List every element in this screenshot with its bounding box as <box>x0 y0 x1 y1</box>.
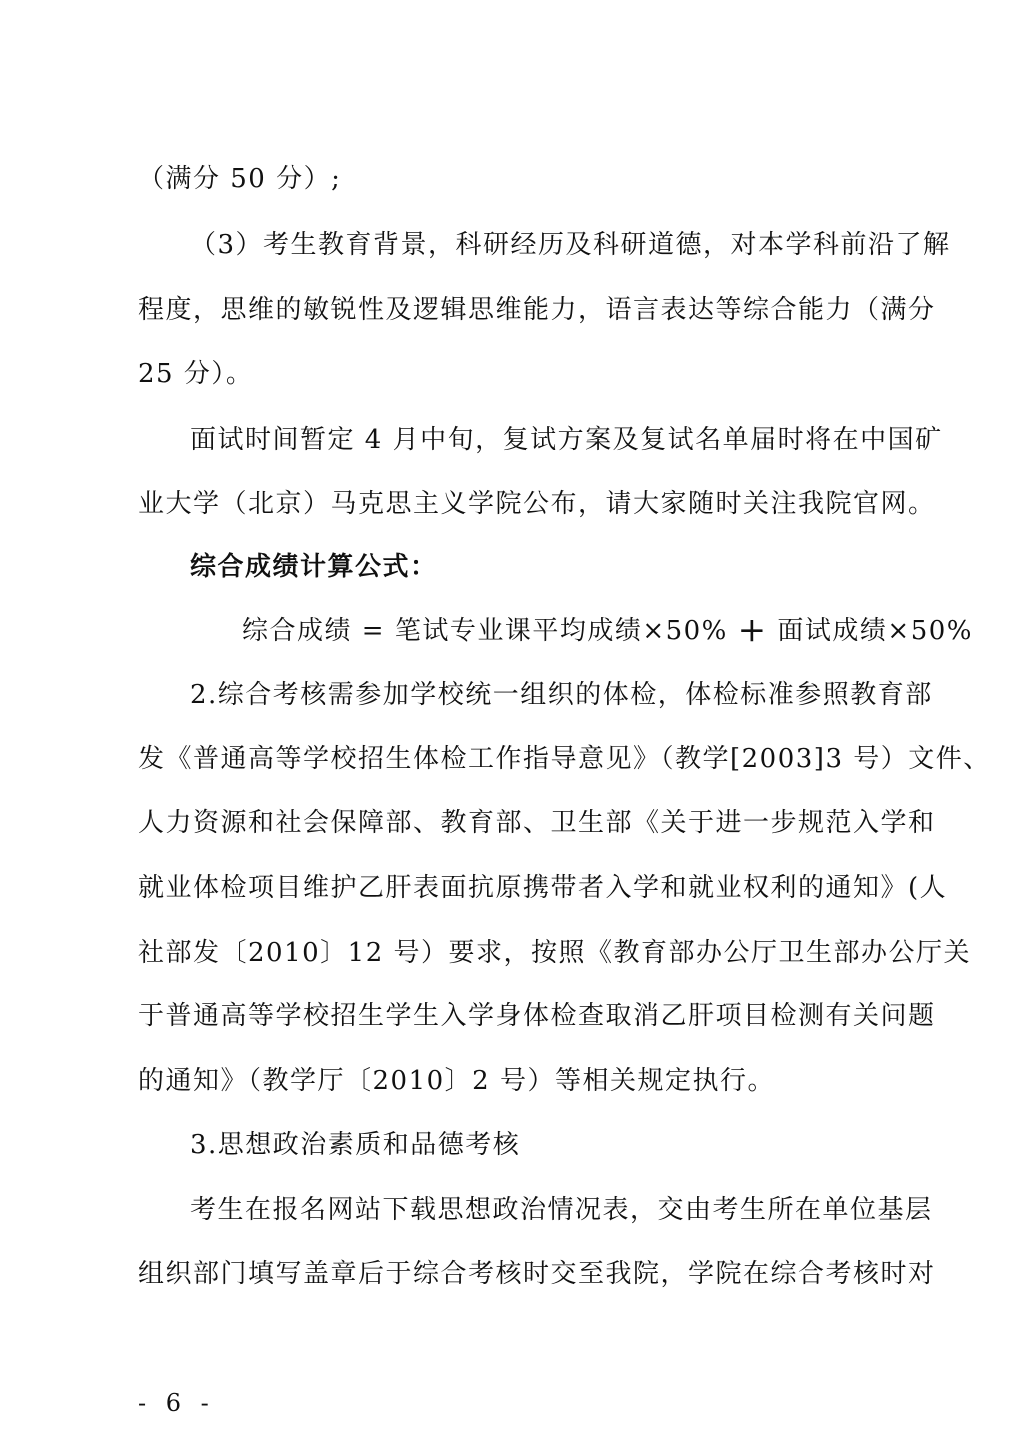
text-line: （3）考生教育背景，科研经历及科研道德，对本学科前沿了解 <box>190 230 951 260</box>
text-line: （满分 50 分）; <box>138 164 342 194</box>
section-heading: 3.思想政治素质和品德考核 <box>190 1130 521 1160</box>
text-line: 就业体检项目维护乙肝表面抗原携带者入学和就业权利的通知》(人 <box>138 873 948 903</box>
formula-left: 综合成绩 = 笔试专业课平均成绩×50% <box>242 616 728 646</box>
text-line: 业大学（北京）马克思主义学院公布，请大家随时关注我院官网。 <box>138 489 936 519</box>
text-line: 程度，思维的敏锐性及逻辑思维能力，语言表达等综合能力（满分 <box>138 295 936 325</box>
text-line: 人力资源和社会保障部、教育部、卫生部《关于进一步规范入学和 <box>138 808 936 838</box>
text-line: 的通知》（教学厅〔2010〕2 号）等相关规定执行。 <box>138 1066 775 1096</box>
text-line: 考生在报名网站下载思想政治情况表，交由考生所在单位基层 <box>190 1195 933 1225</box>
formula <box>242 610 973 650</box>
text-line: 社部发〔2010〕12 号）要求，按照《教育部办公厅卫生部办公厅关 <box>138 938 972 968</box>
text-line: 于普通高等学校招生学生入学身体检查取消乙肝项目检测有关问题 <box>138 1001 936 1031</box>
text-line: 发《普通高等学校招生体检工作指导意见》（教学[2003]3 号）文件、 <box>138 744 991 774</box>
formula-operator: + <box>737 610 768 650</box>
text-line: 25 分）。 <box>138 359 254 389</box>
text-line: 面试时间暂定 4 月中旬，复试方案及复试名单届时将在中国矿 <box>190 425 943 455</box>
text-line: 2.综合考核需参加学校统一组织的体检，体检标准参照教育部 <box>190 680 933 710</box>
page-number: - 6 - <box>138 1389 215 1417</box>
text-line: 组织部门填写盖章后于综合考核时交至我院，学院在综合考核时对 <box>138 1259 936 1289</box>
section-heading: 综合成绩计算公式： <box>190 552 438 582</box>
formula-right: 面试成绩×50% <box>777 616 973 646</box>
